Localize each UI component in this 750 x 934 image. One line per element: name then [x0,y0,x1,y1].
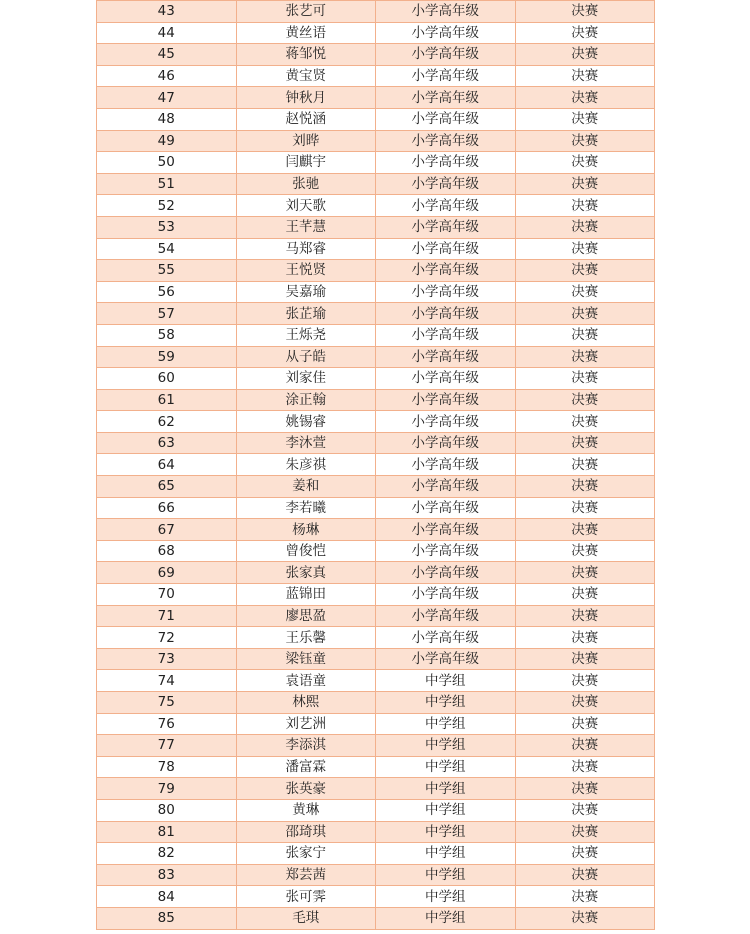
stage-cell: 决赛 [515,152,655,174]
stage-cell: 决赛 [515,605,655,627]
table-row [97,87,655,109]
table-row [97,692,655,714]
row-number-cell: 73 [97,648,237,670]
stage-cell: 决赛 [515,303,655,325]
table-row [97,1,655,23]
stage-cell: 决赛 [515,260,655,282]
group-cell: 小学高年级 [376,238,516,260]
name-cell: 马郑睿 [236,238,376,260]
stage-cell: 决赛 [515,108,655,130]
name-cell: 潘富霖 [236,756,376,778]
stage-cell: 决赛 [515,476,655,498]
stage-cell: 决赛 [515,368,655,390]
results-table-body [97,1,655,930]
row-number-cell: 57 [97,303,237,325]
group-cell: 中学组 [376,907,516,929]
stage-cell: 决赛 [515,519,655,541]
name-cell: 王悦贤 [236,260,376,282]
group-cell: 小学高年级 [376,519,516,541]
stage-cell: 决赛 [515,562,655,584]
group-cell: 小学高年级 [376,454,516,476]
row-number-cell: 67 [97,519,237,541]
table-row [97,713,655,735]
table-row [97,799,655,821]
group-cell: 中学组 [376,756,516,778]
group-cell: 小学高年级 [376,173,516,195]
name-cell: 李若曦 [236,497,376,519]
name-cell: 黄琳 [236,799,376,821]
group-cell: 中学组 [376,843,516,865]
results-sheet [96,0,654,930]
table-row [97,411,655,433]
table-row [97,627,655,649]
table-row [97,216,655,238]
name-cell: 曾俊恺 [236,540,376,562]
row-number-cell: 49 [97,130,237,152]
group-cell: 小学高年级 [376,130,516,152]
row-number-cell: 56 [97,281,237,303]
table-row [97,864,655,886]
table-row [97,195,655,217]
row-number-cell: 82 [97,843,237,865]
group-cell: 小学高年级 [376,22,516,44]
group-cell: 小学高年级 [376,108,516,130]
group-cell: 小学高年级 [376,605,516,627]
group-cell: 小学高年级 [376,584,516,606]
group-cell: 小学高年级 [376,281,516,303]
name-cell: 刘晔 [236,130,376,152]
group-cell: 小学高年级 [376,540,516,562]
row-number-cell: 70 [97,584,237,606]
name-cell: 黄丝语 [236,22,376,44]
group-cell: 小学高年级 [376,368,516,390]
name-cell: 张可霁 [236,886,376,908]
name-cell: 李添淇 [236,735,376,757]
group-cell: 中学组 [376,670,516,692]
group-cell: 小学高年级 [376,303,516,325]
table-row [97,476,655,498]
name-cell: 张芷瑜 [236,303,376,325]
stage-cell: 决赛 [515,454,655,476]
name-cell: 钟秋月 [236,87,376,109]
row-number-cell: 76 [97,713,237,735]
stage-cell: 决赛 [515,411,655,433]
group-cell: 小学高年级 [376,562,516,584]
row-number-cell: 85 [97,907,237,929]
group-cell: 小学高年级 [376,432,516,454]
name-cell: 杨琳 [236,519,376,541]
table-row [97,389,655,411]
row-number-cell: 66 [97,497,237,519]
group-cell: 小学高年级 [376,627,516,649]
stage-cell: 决赛 [515,821,655,843]
row-number-cell: 75 [97,692,237,714]
stage-cell: 决赛 [515,497,655,519]
name-cell: 赵悦涵 [236,108,376,130]
name-cell: 廖思盈 [236,605,376,627]
table-row [97,152,655,174]
table-row [97,735,655,757]
table-row [97,756,655,778]
stage-cell: 决赛 [515,238,655,260]
name-cell: 从子皓 [236,346,376,368]
stage-cell: 决赛 [515,195,655,217]
name-cell: 涂正翰 [236,389,376,411]
row-number-cell: 52 [97,195,237,217]
stage-cell: 决赛 [515,281,655,303]
row-number-cell: 59 [97,346,237,368]
row-number-cell: 77 [97,735,237,757]
group-cell: 小学高年级 [376,195,516,217]
name-cell: 蓝锦田 [236,584,376,606]
results-table [96,0,655,930]
row-number-cell: 46 [97,65,237,87]
table-row [97,778,655,800]
table-row [97,454,655,476]
table-row [97,368,655,390]
row-number-cell: 72 [97,627,237,649]
table-row [97,108,655,130]
stage-cell: 决赛 [515,87,655,109]
stage-cell: 决赛 [515,627,655,649]
row-number-cell: 80 [97,799,237,821]
name-cell: 蒋邹悦 [236,44,376,66]
row-number-cell: 58 [97,324,237,346]
name-cell: 梁钰童 [236,648,376,670]
stage-cell: 决赛 [515,907,655,929]
table-row [97,519,655,541]
row-number-cell: 54 [97,238,237,260]
name-cell: 黄宝贤 [236,65,376,87]
stage-cell: 决赛 [515,173,655,195]
row-number-cell: 45 [97,44,237,66]
group-cell: 小学高年级 [376,497,516,519]
stage-cell: 决赛 [515,540,655,562]
stage-cell: 决赛 [515,216,655,238]
name-cell: 刘天歌 [236,195,376,217]
name-cell: 姚锡睿 [236,411,376,433]
name-cell: 邵琦琪 [236,821,376,843]
group-cell: 小学高年级 [376,389,516,411]
row-number-cell: 65 [97,476,237,498]
table-row [97,907,655,929]
table-row [97,238,655,260]
table-row [97,670,655,692]
group-cell: 小学高年级 [376,216,516,238]
name-cell: 张家真 [236,562,376,584]
stage-cell: 决赛 [515,843,655,865]
table-row [97,346,655,368]
name-cell: 李沐萱 [236,432,376,454]
row-number-cell: 63 [97,432,237,454]
group-cell: 小学高年级 [376,324,516,346]
group-cell: 小学高年级 [376,346,516,368]
group-cell: 中学组 [376,799,516,821]
row-number-cell: 62 [97,411,237,433]
name-cell: 吴嘉瑜 [236,281,376,303]
table-row [97,281,655,303]
stage-cell: 决赛 [515,799,655,821]
stage-cell: 决赛 [515,65,655,87]
name-cell: 刘艺洲 [236,713,376,735]
group-cell: 中学组 [376,864,516,886]
name-cell: 张驰 [236,173,376,195]
table-row [97,65,655,87]
group-cell: 小学高年级 [376,44,516,66]
group-cell: 小学高年级 [376,476,516,498]
name-cell: 王乐馨 [236,627,376,649]
row-number-cell: 79 [97,778,237,800]
group-cell: 小学高年级 [376,411,516,433]
name-cell: 姜和 [236,476,376,498]
row-number-cell: 71 [97,605,237,627]
table-row [97,886,655,908]
row-number-cell: 81 [97,821,237,843]
table-row [97,605,655,627]
group-cell: 中学组 [376,713,516,735]
row-number-cell: 78 [97,756,237,778]
table-row [97,821,655,843]
row-number-cell: 50 [97,152,237,174]
stage-cell: 决赛 [515,389,655,411]
stage-cell: 决赛 [515,346,655,368]
group-cell: 中学组 [376,778,516,800]
stage-cell: 决赛 [515,886,655,908]
group-cell: 中学组 [376,886,516,908]
name-cell: 闫麒宇 [236,152,376,174]
group-cell: 小学高年级 [376,648,516,670]
table-row [97,432,655,454]
name-cell: 张家宁 [236,843,376,865]
table-row [97,843,655,865]
row-number-cell: 53 [97,216,237,238]
table-row [97,497,655,519]
row-number-cell: 60 [97,368,237,390]
table-row [97,540,655,562]
row-number-cell: 47 [97,87,237,109]
name-cell: 王烁尧 [236,324,376,346]
name-cell: 张英豪 [236,778,376,800]
table-row [97,130,655,152]
stage-cell: 决赛 [515,44,655,66]
table-row [97,44,655,66]
row-number-cell: 48 [97,108,237,130]
name-cell: 张艺可 [236,1,376,23]
stage-cell: 决赛 [515,584,655,606]
row-number-cell: 84 [97,886,237,908]
table-row [97,173,655,195]
stage-cell: 决赛 [515,735,655,757]
stage-cell: 决赛 [515,432,655,454]
group-cell: 小学高年级 [376,260,516,282]
stage-cell: 决赛 [515,778,655,800]
name-cell: 袁语童 [236,670,376,692]
table-row [97,324,655,346]
stage-cell: 决赛 [515,324,655,346]
table-row [97,22,655,44]
table-row [97,260,655,282]
stage-cell: 决赛 [515,692,655,714]
name-cell: 朱彦祺 [236,454,376,476]
row-number-cell: 44 [97,22,237,44]
group-cell: 中学组 [376,692,516,714]
name-cell: 林熙 [236,692,376,714]
row-number-cell: 68 [97,540,237,562]
stage-cell: 决赛 [515,713,655,735]
row-number-cell: 69 [97,562,237,584]
stage-cell: 决赛 [515,864,655,886]
row-number-cell: 61 [97,389,237,411]
name-cell: 毛琪 [236,907,376,929]
group-cell: 小学高年级 [376,1,516,23]
group-cell: 小学高年级 [376,152,516,174]
table-row [97,584,655,606]
row-number-cell: 74 [97,670,237,692]
table-row [97,562,655,584]
group-cell: 小学高年级 [376,65,516,87]
table-row [97,648,655,670]
row-number-cell: 43 [97,1,237,23]
table-row [97,303,655,325]
name-cell: 刘家佳 [236,368,376,390]
stage-cell: 决赛 [515,22,655,44]
stage-cell: 决赛 [515,756,655,778]
row-number-cell: 51 [97,173,237,195]
group-cell: 中学组 [376,821,516,843]
name-cell: 郑芸茜 [236,864,376,886]
stage-cell: 决赛 [515,648,655,670]
row-number-cell: 83 [97,864,237,886]
group-cell: 小学高年级 [376,87,516,109]
row-number-cell: 64 [97,454,237,476]
row-number-cell: 55 [97,260,237,282]
stage-cell: 决赛 [515,670,655,692]
group-cell: 中学组 [376,735,516,757]
name-cell: 王芊慧 [236,216,376,238]
stage-cell: 决赛 [515,130,655,152]
stage-cell: 决赛 [515,1,655,23]
